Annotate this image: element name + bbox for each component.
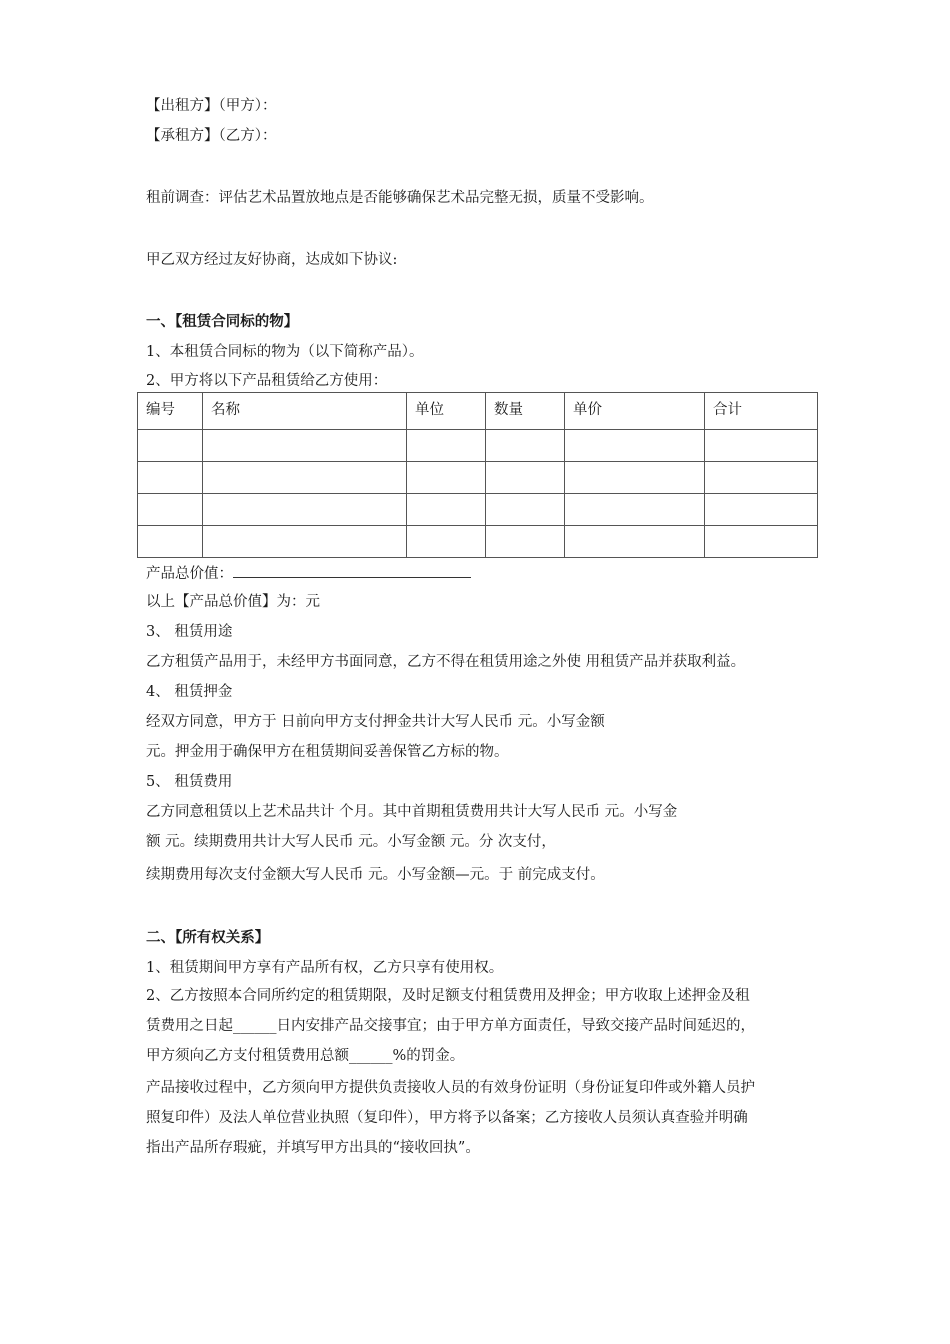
table-cell <box>705 526 818 558</box>
section2-para-line1: 产品接收过程中，乙方须向甲方提供负责接收人员的有效身份证明（身份证复印件或外籍人员护 <box>146 1080 755 1096</box>
section2-para-line2: 照复印件）及法人单位营业执照（复印件），甲方将予以备案；乙方接收人员须认真查验并明确 <box>146 1110 748 1126</box>
col-header-unit-price: 单价 <box>565 393 705 430</box>
col-header-number: 编号 <box>138 393 203 430</box>
col-header-name: 名称 <box>203 393 407 430</box>
table-cell <box>203 430 407 462</box>
lessee-line: 【承租方】（乙方）： <box>146 128 277 144</box>
section2-item2-line1: 2、乙方按照本合同所约定的租赁期限，及时足额支付租赁费用及押金；甲方收取上述押金及租 <box>146 988 750 1004</box>
section1-item4-text1: 经双方同意，甲方于 日前向甲方支付押金共计大写人民币 元。小写金额 <box>146 714 605 730</box>
table-cell <box>138 462 203 494</box>
table-cell <box>486 430 565 462</box>
section1-item2: 2、甲方将以下产品租赁给乙方使用： <box>146 373 388 389</box>
product-table <box>137 392 818 558</box>
section1-item4-text2: 元。押金用于确保甲方在租赁期间妥善保管乙方标的物。 <box>146 744 509 760</box>
total-value-row <box>146 562 471 584</box>
total-value-label: 产品总价值： <box>146 566 233 582</box>
col-header-unit: 单位 <box>407 393 486 430</box>
section2-para-line3: 指出产品所存瑕疵，并填写甲方出具的“接收回执”。 <box>146 1140 480 1156</box>
col-header-total: 合计 <box>705 393 818 430</box>
section1-item5-text2: 额 元。续期费用共计大写人民币 元。小写金额 元。分 次支付， <box>146 834 556 850</box>
table-cell <box>486 526 565 558</box>
pre-survey-text: 租前调查：评估艺术品置放地点是否能够确保艺术品完整无损，质量不受影响。 <box>146 190 654 206</box>
table-cell <box>486 494 565 526</box>
section2-item2-line2: 赁费用之日起______日内安排产品交接事宜；由于甲方单方面责任，导致交接产品时间延迟的， <box>146 1018 755 1034</box>
section1-item5: 5、 租赁费用 <box>146 774 233 790</box>
table-cell <box>565 430 705 462</box>
table-row <box>138 430 818 462</box>
section1-title: 一、【租赁合同标的物】 <box>146 313 299 330</box>
section1-item4: 4、 租赁押金 <box>146 684 233 700</box>
table-cell <box>203 462 407 494</box>
table-cell <box>565 462 705 494</box>
table-row <box>138 526 818 558</box>
section1-item3: 3、 租赁用途 <box>146 624 233 640</box>
table-cell <box>705 462 818 494</box>
section1-item5-text3: 续期费用每次支付金额大写人民币 元。小写金额—元。于 前完成支付。 <box>146 867 605 883</box>
table-cell <box>407 462 486 494</box>
table-cell <box>407 494 486 526</box>
table-row <box>138 494 818 526</box>
table-cell <box>565 494 705 526</box>
table-row <box>138 462 818 494</box>
table-cell <box>138 430 203 462</box>
section2-title: 二、【所有权关系】 <box>146 929 270 946</box>
section1-item1: 1、本租赁合同标的物为（以下简称产品）。 <box>146 344 424 360</box>
table-cell <box>138 526 203 558</box>
table-cell <box>138 494 203 526</box>
table-cell <box>705 430 818 462</box>
lessor-line: 【出租方】（甲方）： <box>146 98 277 114</box>
table-cell <box>203 494 407 526</box>
agreement-intro: 甲乙双方经过友好协商，达成如下协议: <box>146 252 398 268</box>
col-header-quantity: 数量 <box>486 393 565 430</box>
table-cell <box>486 462 565 494</box>
total-value-blank <box>233 562 471 578</box>
table-cell <box>407 430 486 462</box>
table-cell <box>203 526 407 558</box>
total-value-line: 以上【产品总价值】为：元 <box>146 594 320 610</box>
section1-item5-text1: 乙方同意租赁以上艺术品共计 个月。其中首期租赁费用共计大写人民币 元。小写金 <box>146 804 678 820</box>
table-cell <box>565 526 705 558</box>
section1-item3-text: 乙方租赁产品用于，未经甲方书面同意，乙方不得在租赁用途之外使 用租赁产品并获取利益。 <box>146 654 746 670</box>
table-cell <box>407 526 486 558</box>
section2-item2-line3: 甲方须向乙方支付租赁费用总额______%的罚金。 <box>146 1048 465 1064</box>
section2-item1: 1、租赁期间甲方享有产品所有权，乙方只享有使用权。 <box>146 960 504 976</box>
table-header-row <box>138 393 818 430</box>
table-cell <box>705 494 818 526</box>
